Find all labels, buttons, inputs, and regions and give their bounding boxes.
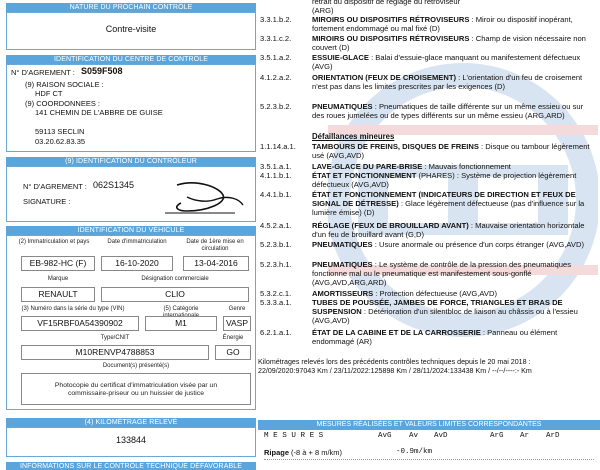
- defect-text: : Usure anormale ou présence d'un corps étranger (AVG,AVD): [372, 240, 584, 249]
- docs-line2: commissaire-priseur ou un huissier de justice: [68, 390, 204, 397]
- defect-key: ORIENTATION (FEUX DE CROISEMENT): [312, 73, 456, 82]
- mesures-label: M E S U R E S: [264, 432, 324, 440]
- defect-code: 3.3.1.c.2.: [260, 34, 292, 43]
- signature-image: [147, 173, 247, 217]
- marque-value: RENAULT: [21, 287, 95, 302]
- centre-raison-value: HDF CT: [35, 89, 63, 98]
- col-ard: ArD: [546, 432, 560, 440]
- defect-code: 5.3.2.c.1.: [260, 289, 292, 298]
- defect-text: : Mauvaise orientation horizontale d'un feu de brouillard avant (G,D): [312, 221, 585, 240]
- minor-item: [258, 298, 600, 326]
- minor-item: [258, 221, 600, 240]
- defect-key: PNEUMATIQUES: [312, 240, 373, 249]
- defect-key: MIROIRS OU DISPOSITIFS RÉTROVISEURS: [312, 34, 470, 43]
- controleur-box: [6, 166, 256, 222]
- docs-line1: Photocopie du certificat d'immatriculation visée par un: [54, 382, 218, 389]
- section-minor-title: Défaillances mineures: [312, 132, 395, 141]
- defect-key: ÉTAT DE LA CABINE ET DE LA CARROSSERIE: [312, 328, 481, 337]
- defect-code: 5.2.3.h.1.: [260, 260, 292, 269]
- col-ar: Ar: [520, 432, 530, 440]
- defect-key: MIROIRS OU DISPOSITIFS RÉTROVISEURS: [312, 15, 470, 24]
- defect-key: ESSUIE-GLACE: [312, 53, 369, 62]
- centre-city: 59113 SECLIN: [35, 127, 85, 136]
- mesures-header: MESURES RÉALISÉES ET VALEURS LIMITES CORRESPONDANTES: [258, 420, 600, 430]
- immat-value: EB-982-HC (F): [21, 256, 95, 271]
- vin-value: VF15RBF0A54390902: [21, 316, 139, 331]
- defect-key: ÉTAT ET FONCTIONNEMENT (INDICATEURS DE DIRECTION ET FEUX DE SIGNAL DE DÉTRESSE): [312, 190, 576, 209]
- left-column: [0, 0, 258, 470]
- defect-code: 1.1.14.a.1.: [260, 142, 296, 151]
- defect-code: 6.2.1.a.1.: [260, 328, 292, 337]
- defect-key: PNEUMATIQUES: [312, 102, 373, 111]
- km-header: (4) KILOMÉTRAGE RELEVÉ: [6, 418, 256, 427]
- lbl-designation: Désignation commerciale: [141, 276, 209, 282]
- defect-text: : Détérioration d'un silentbloc de liaison au châssis ou à l'essieu (AVG,AVD): [312, 307, 578, 326]
- centre-header: IDENTIFICATION DU CENTRE DE CONTRÔLE: [6, 55, 256, 64]
- km-history-line2: 22/09/2020:97043 Km / 23/11/2022:125898 Km / 28/11/2024:133438 Km / --/--/----:- Km: [258, 367, 532, 375]
- defect-code: 4.1.1.b.1.: [260, 171, 292, 180]
- lbl-date-1ere: Date de 1ère mise en circulation: [186, 239, 244, 252]
- col-avd: AvD: [434, 432, 448, 440]
- lbl-energie: Énergie: [222, 335, 244, 341]
- defect-text: (PHARES) : Système de projection légèrement défectueux (AVG,AVD): [312, 171, 577, 190]
- defect-code: 3.3.1.b.2.: [260, 15, 292, 24]
- defect-item: [258, 15, 600, 34]
- bottom-header: INFORMATIONS SUR LE CONTRÔLE TECHNIQUE DÉFAVORABLE: [6, 462, 256, 470]
- defect-text: : Balai d'essuie-glace manquant ou manifestement défectueux (AVG): [312, 53, 581, 72]
- defect-key: LAVE-GLACE DU PARE-BRISE: [312, 162, 423, 171]
- defect-code: 3.5.1.a.2.: [260, 53, 292, 62]
- defect-key: ÉTAT ET FONCTIONNEMENT: [312, 171, 417, 180]
- defect-item: [258, 73, 600, 101]
- lbl-docs: Document(s) présenté(s): [102, 363, 170, 369]
- centre-address: 141 CHEMIN DE L'ABBRE DE GUISE: [35, 108, 163, 117]
- defect-code: 5.2.3.b.1.: [260, 240, 292, 249]
- energie-value: GO: [215, 345, 251, 360]
- defect-item: [258, 53, 600, 72]
- vehicule-header: IDENTIFICATION DU VÉHICULE: [6, 226, 256, 235]
- type-value: M10RENVP4788853: [21, 345, 209, 360]
- defect-key: AMORTISSEURS: [312, 289, 374, 298]
- defect-text: : Glace légèrement défectueuse (pas d'influence sur la lumière émise) (D): [312, 199, 585, 218]
- km-box: [6, 427, 256, 457]
- minor-item: [258, 142, 600, 161]
- minor-item: [258, 171, 600, 190]
- controleur-signature-label: SIGNATURE :: [23, 197, 71, 206]
- defect-item: [258, 102, 600, 130]
- defect-text: : Champ de vision nécessaire non couvert (D): [312, 34, 586, 53]
- lbl-type: Type/CNIT: [100, 335, 130, 341]
- lbl-vin: (3) Numéro dans la série du type (VIN): [21, 306, 125, 312]
- defect-text: : Pneumatiques de taille différente sur un même essieu ou sur des roues jumelées ou de types différents sur un même essieu (ARG,ARD): [312, 102, 584, 121]
- right-column: retrait du dispositif de réglage du rétroviseur (ARG) 3.3.1.b.2. MIROIRS OU DISPOSITIFS RÉTROVISEURS : Miroir ou dispositif inopérant, fortement endommagé ou mal fixé (D) 3.3.1.c.2. MIROIRS OU DISPOSITIFS RÉTROVISEURS : Champ de vision nécessaire non couvert (D) 3.5.1.a.2. ESSUIE-GLACE : Balai d'essuie-glace manquant ou manifestement défectueux (AVG) 4.1.2.a.2. ORIENTATION (FEUX DE CROISEMENT) : L'orientation d'un feu de croisement n'est pas dans les limites prescrites par les exigences (D) 5.2.3.b.2. PNEUMATIQUES : Pneumatiques de taille différente sur un même essieu ou sur des roues jumelées ou de types différents sur un même essieu (ARG,ARD) Défaillances mineures 1.1.14.a.1. TAMBOURS DE FREINS, DISQUES DE FREINS : Disque ou tambour légèrement usé (AVG,AVD) 3.5.1.a.1. LAVE-GLACE DU PARE-BRISE : Mauvais fonctionnement 4.1.1.b.1. ÉTAT ET FONCTIONNEMENT (PHARES) : Système de projection légèrement défectueux (AVG,AVD) 4.4.1.b.1. ÉTAT ET FONCTIONNEMENT (INDICATEURS DE DIRECTION ET FEUX DE SIGNAL DE DÉTRESSE) : Glace légèrement défectueuse (pas d'influence sur la lumière émise) (D) 4.5.2.a.1. RÉGLAGE (FEUX DE BROUILLARD AVANT) : Mauvaise orientation horizontale d'un feu de brouillard avant (G,D) 5.2.3.b.1. PNEUMATIQUES : Usure anormale ou présence d'un corps étranger (AVG,AVD) 5.2.3.h.1. PNEUMATIQUES : Le système de contrôle de la pression des pneumatiques fonctionne mal ou le pneumatique est manifestement sous-gonflé (AVG,AVD,ARG,ARD) 5.3.2.c.1. AMORTISSEURS : Protection défectueuse (AVG,AVD) 5.3.3.a.1. TUBES DE POUSSÉE, JAMBES DE FORCE, TRIANGLES ET BRAS DE SUSPENSION : Détérioration d'un silentbloc de liaison au châssis ou à l'essieu (AVG,AVD) 6.2.1.a.1. ÉTAT DE LA CABINE ET DE LA CARROSSERIE : Panneau ou élément endommagé (AR) Kilométrages relevés lors des précédents contrôles techniques depuis le 20 mai 2018 : 22/09/2020:97043 Km / 23/11/2022:125898 Km / 28/11/2024:133438 Km / --/--/----:- Km MESURES RÉALISÉES ET VALEURS LIMITES CORRESPONDANTES M E S U R E S AvG Av AvD ArG Ar ArD Ripage (-8 à + 8 m/km) -0.9m/km: [258, 0, 600, 470]
- lbl-marque: Marque: [47, 276, 69, 282]
- lbl-genre: Genre: [228, 306, 246, 312]
- centre-raison-label: (9) RAISON SOCIALE :: [25, 80, 104, 89]
- centre-agrement-value: S059F508: [81, 66, 123, 76]
- col-arg: ArG: [490, 432, 504, 440]
- minor-item: [258, 190, 600, 218]
- defect-code: 4.4.1.b.1.: [260, 190, 292, 199]
- nature-box: [6, 12, 256, 50]
- lbl-categorie: (5) Catégorie: [163, 306, 199, 312]
- docs-box: [21, 373, 251, 405]
- nature-header: NATURE DU PROCHAIN CONTRÔLE: [6, 3, 256, 12]
- vehicule-box: [6, 235, 256, 410]
- defect-text: : Protection défectueuse (AVG,AVD): [373, 289, 497, 298]
- date-immat-value: 16-10-2020: [101, 256, 173, 271]
- centre-phone: 03.20.62.83.35: [35, 137, 86, 146]
- defect-code: 5.2.3.b.2.: [260, 102, 292, 111]
- controleur-agrement-value: 062S1345: [93, 180, 135, 190]
- defect-code: 5.3.3.a.1.: [260, 298, 292, 307]
- defect-text: : Panneau ou élément endommagé (AR): [312, 328, 558, 347]
- genre-value: VASP: [223, 316, 251, 331]
- ripage-limit: (-8 à + 8 m/km): [291, 448, 343, 457]
- minor-item: [258, 240, 600, 259]
- col-avg: AvG: [378, 432, 392, 440]
- measure-line: [264, 459, 594, 460]
- km-value: 133844: [115, 435, 147, 445]
- lbl-date-immat: Date d'immatriculation: [107, 239, 167, 245]
- controleur-header: (9) IDENTIFICATION DU CONTRÔLEUR: [6, 157, 256, 166]
- minor-item: [258, 328, 600, 347]
- defect-text: : Le système de contrôle de la pression des pneumatiques fonctionne mal ou le pneumatique est manifestement sous-gonflé (AVG,AVD,ARG,ARD): [312, 260, 572, 288]
- defect-code: 4.5.2.a.1.: [260, 221, 292, 230]
- designation-value: CLIO: [101, 287, 249, 302]
- centre-box: [6, 64, 256, 152]
- centre-agrement-label: N° D'AGREMENT :: [11, 68, 75, 77]
- controleur-agrement-label: N° D'AGREMENT :: [23, 182, 87, 191]
- defect-key: PNEUMATIQUES: [312, 260, 373, 269]
- defect-text: : Mauvais fonctionnement: [422, 162, 511, 171]
- defect-text: : L'orientation d'un feu de croisement n'est pas dans les limites prescrites par les exigences (D): [312, 73, 583, 92]
- lbl-immat: (2) Immatriculation et pays: [18, 239, 90, 245]
- col-av: Av: [409, 432, 419, 440]
- defect-text: : Disque ou tambour légèrement usé (AVG,AVD): [312, 142, 590, 161]
- minor-item: [258, 260, 600, 288]
- km-history-line1: Kilométrages relevés lors des précédents contrôles techniques depuis le 20 mai 2018 :: [258, 358, 531, 366]
- centre-coord-label: (9) COORDONNEES :: [25, 99, 101, 108]
- categorie-value: M1: [145, 316, 217, 331]
- defect-key: RÉGLAGE (FEUX DE BROUILLARD AVANT): [312, 221, 469, 230]
- defect-item: [258, 34, 600, 53]
- defect-key: TAMBOURS DE FREINS, DISQUES DE FREINS: [312, 142, 479, 151]
- defect-text: : Miroir ou dispositif inopérant, fortement endommagé ou mal fixé (D): [312, 15, 573, 34]
- defect-key: TUBES DE POUSSÉE, JAMBES DE FORCE, TRIANGLES ET BRAS DE SUSPENSION: [312, 298, 563, 317]
- ripage-value: -0.9m/km: [396, 448, 433, 456]
- defect-code: 4.1.2.a.2.: [260, 73, 292, 82]
- nature-value: Contre-visite: [105, 24, 157, 34]
- ripage-label: Ripage: [264, 448, 290, 457]
- date-1ere-value: 13-04-2016: [183, 256, 249, 271]
- defect-code: 3.5.1.a.1.: [260, 162, 292, 171]
